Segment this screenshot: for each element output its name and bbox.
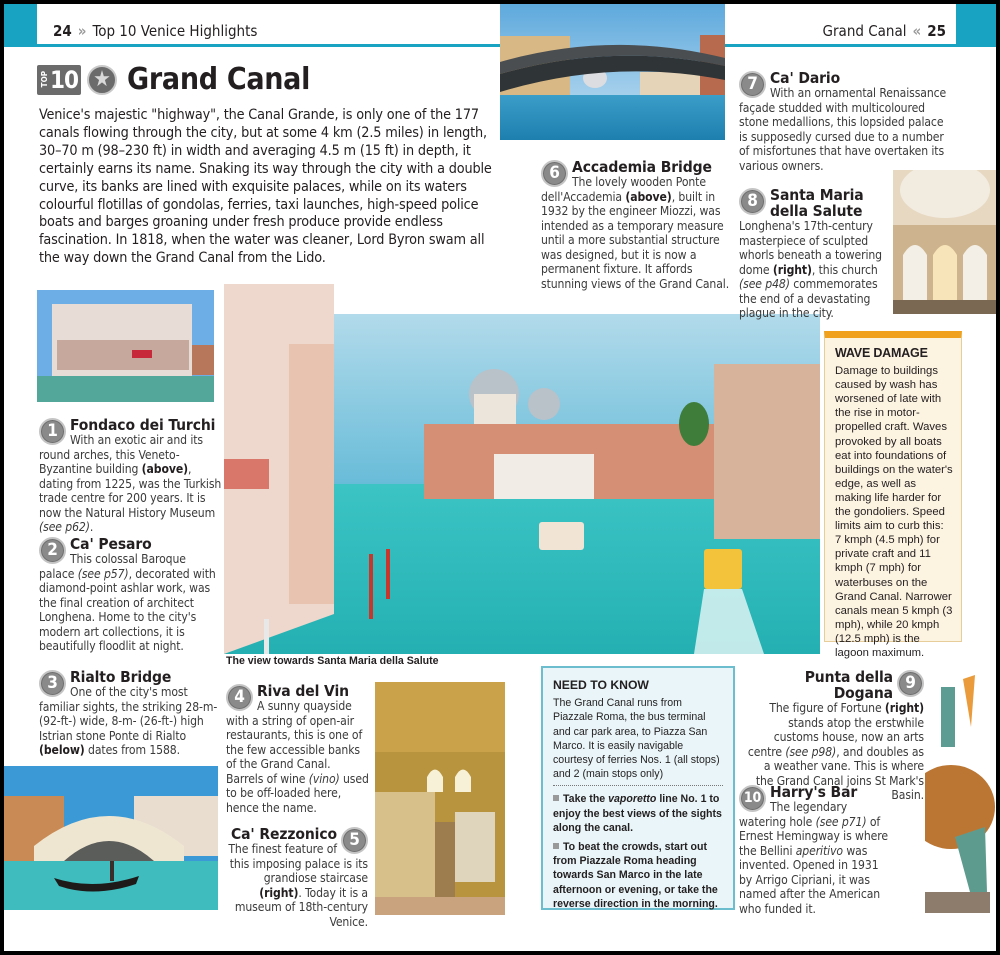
number-badge-6: 6 xyxy=(541,160,568,187)
page-number-left: 24 xyxy=(53,22,72,40)
entry-3-rialto-bridge: 3 Rialto Bridge One of the city's most familiar sights, the striking 28-m- (92-ft-) wide, 8-m- (26-ft-) high Istrian stone Ponte di Rialto (below) dates from 1588. xyxy=(39,669,224,758)
dotted-divider xyxy=(553,785,723,786)
number-badge-8: 8 xyxy=(739,188,766,215)
header-rule xyxy=(37,44,956,47)
grand-canal-main-photo xyxy=(224,284,820,654)
box-title: NEED TO KNOW xyxy=(553,678,649,692)
entry-7-ca-dario: 7 Ca' Dario With an ornamental Renaissance façade studded with multicoloured stone medallions, this lopsided palace is supposedly cursed due to a number of misfortunes that have overtaken its various owners. xyxy=(739,70,954,173)
entry-title: Fondaco dei Turchi xyxy=(70,416,216,434)
main-photo-caption: The view towards Santa Maria della Salute xyxy=(226,655,439,667)
header-accent-right xyxy=(956,4,996,47)
sidebar-text: Damage to buildings caused by wash has worsened of late with the rise in motor-propelled craft. Waves provoked by all boats eat into foundations of buildings on the water's edge, as well as making life harder for the gondoliers. Speed limits aim to curb this: 7 kmph (4.5 mph) for private craft and 11 kmph (7 mph) for waterbuses on the Grand Canal. Narrower canals mean 5 kmph (3 mph), while 20 kmph (12.5 mph) is the lagoon maximum. xyxy=(835,365,953,659)
wave-damage-sidebar xyxy=(824,331,962,659)
page-number-right: 25 xyxy=(927,22,946,40)
number-badge-2: 2 xyxy=(39,537,66,564)
header-accent-left xyxy=(4,4,37,47)
star-icon: ★ xyxy=(87,65,117,95)
intro-paragraph: Venice's majestic "highway", the Canal Grande, is only one of the 177 canals flowing through the city, but at some 4 km (2.5 miles) in length, 30–70 m (98–230 ft) in width and averaging 4.5 m (15 ft) in depth, it certainly earns its name. Snaking its way through the city with a double curve, its banks are lined with exquisite palaces, while on its waters colourful flotillas of gondolas, ferries, taxi launches, high-speed police boats and barges groaning under fresh produce provide endless fascination. In 1818, when the water was cleaner, Lord Byron swam all the way down the Grand Canal from the Lido. xyxy=(39,107,492,267)
running-head-left xyxy=(53,22,257,40)
section-title-right: Grand Canal xyxy=(822,22,907,40)
entry-title: Harry's Bar xyxy=(770,783,858,801)
need-to-know-box xyxy=(541,666,735,910)
entry-title: Riva del Vin xyxy=(257,682,349,700)
number-badge-4: 4 xyxy=(226,684,253,711)
entry-title: Ca' Rezzonico xyxy=(230,825,337,843)
entry-title: Santa Maria della Salute xyxy=(770,186,864,220)
box-text: The Grand Canal runs from Piazzale Roma, the bus terminal and car park area, to Piazza San Marco. It is easily navigable courtesy of ferries Nos. 1 (all stops) and 2 (main stops only) xyxy=(553,697,720,781)
entry-title: Punta della Dogana xyxy=(804,668,893,702)
number-badge-9: 9 xyxy=(897,670,924,697)
ca-rezzonico-staircase-photo xyxy=(375,682,505,915)
sidebar-title: WAVE DAMAGE xyxy=(835,346,928,360)
fortune-statue-photo xyxy=(925,667,996,913)
number-badge-1: 1 xyxy=(39,418,66,445)
page-title: Grand Canal xyxy=(127,62,311,97)
entry-8-santa-maria-della-salute: 8 Santa Maria della Salute Longhena's 17th-century masterpiece of sculpted whorls beneath a towering dome (right), this church (see p48) commemorates the end of a devastating plague in the city. xyxy=(739,187,889,321)
tip-2: To beat the crowds, start out from Piazzale Roma heading towards San Marco in the late afternoon or evening, or take the reverse direction in the morning. xyxy=(553,841,718,910)
fondaco-dei-turchi-photo xyxy=(37,290,214,402)
square-bullet-icon xyxy=(553,795,559,801)
number-badge-7: 7 xyxy=(739,71,766,98)
entry-1-fondaco-dei-turchi: 1 Fondaco dei Turchi With an exotic air and its round arches, this Veneto-Byzantine building (above), dating from 1225, was the Turkish trade centre for 200 years. It is now the Natural History Museum (see p62). xyxy=(39,417,224,535)
entry-9-punta-della-dogana: 9 Punta della Dogana The figure of Fortune (right) stands atop the erstwhile customs house, now an arts centre (see p98), and doubles as a weather vane. This is where the Grand Canal joins St Mark's Basin. xyxy=(744,669,924,803)
number-badge-5: 5 xyxy=(341,827,368,854)
number-badge-10: 10 xyxy=(739,785,766,812)
rialto-bridge-photo xyxy=(4,766,218,910)
entry-10-harrys-bar: 10 Harry's Bar The legendary watering hole (see p71) of Ernest Hemingway is where the Bellini aperitivo was invented. Opened in 1931 by Arrigo Cipriani, it was named after the American who funded it. xyxy=(739,783,888,916)
book-spread xyxy=(4,4,996,951)
entry-title: Rialto Bridge xyxy=(70,668,172,686)
tip-1: Take the vaporetto line No. 1 to enjoy the best views of the sights along the canal. xyxy=(553,793,722,834)
section-title-left: Top 10 Venice Highlights xyxy=(92,22,258,40)
entry-title: Ca' Pesaro xyxy=(70,535,152,553)
number-badge-3: 3 xyxy=(39,670,66,697)
entry-4-riva-del-vin: 4 Riva del Vin A sunny quayside with a string of open-air restaurants, this is one of the few accessible banks of the Grand Canal. Barrels of wine (vino) used to be off-loaded here, hence the name. xyxy=(226,683,371,815)
square-bullet-icon xyxy=(553,843,559,849)
accademia-bridge-photo xyxy=(500,4,725,140)
running-head-right xyxy=(823,22,946,40)
entry-title: Accademia Bridge xyxy=(572,158,712,176)
chevron-left-icon: « xyxy=(912,22,922,40)
salute-dome-interior-photo xyxy=(893,170,996,314)
entry-6-accademia-bridge: 6 Accademia Bridge The lovely wooden Ponte dell'Accademia (above), built in 1932 by the engineer Miozzi, was intended as a temporary measure until a more substantial structure was designed, but it is now a permanent fixture. It affords stunning views of the Grand Canal. xyxy=(541,158,730,291)
chevron-right-icon: » xyxy=(77,22,87,40)
entry-2-ca-pesaro: 2 Ca' Pesaro This colossal Baroque palace (see p57), decorated with diamond-point ashlar work, was the final creation of architect Longhena. Home to the city's modern art collections, it is beautifully floodlit at night. xyxy=(39,536,224,654)
page-title-block xyxy=(37,62,310,97)
top10-logo: TOP 10 xyxy=(37,65,81,95)
entry-title: Ca' Dario xyxy=(770,69,841,87)
entry-5-ca-rezzonico: 5 Ca' Rezzonico The finest feature of this imposing palace is its grandiose staircase (right). Today it is a museum of 18th-century Venice. xyxy=(222,826,368,929)
